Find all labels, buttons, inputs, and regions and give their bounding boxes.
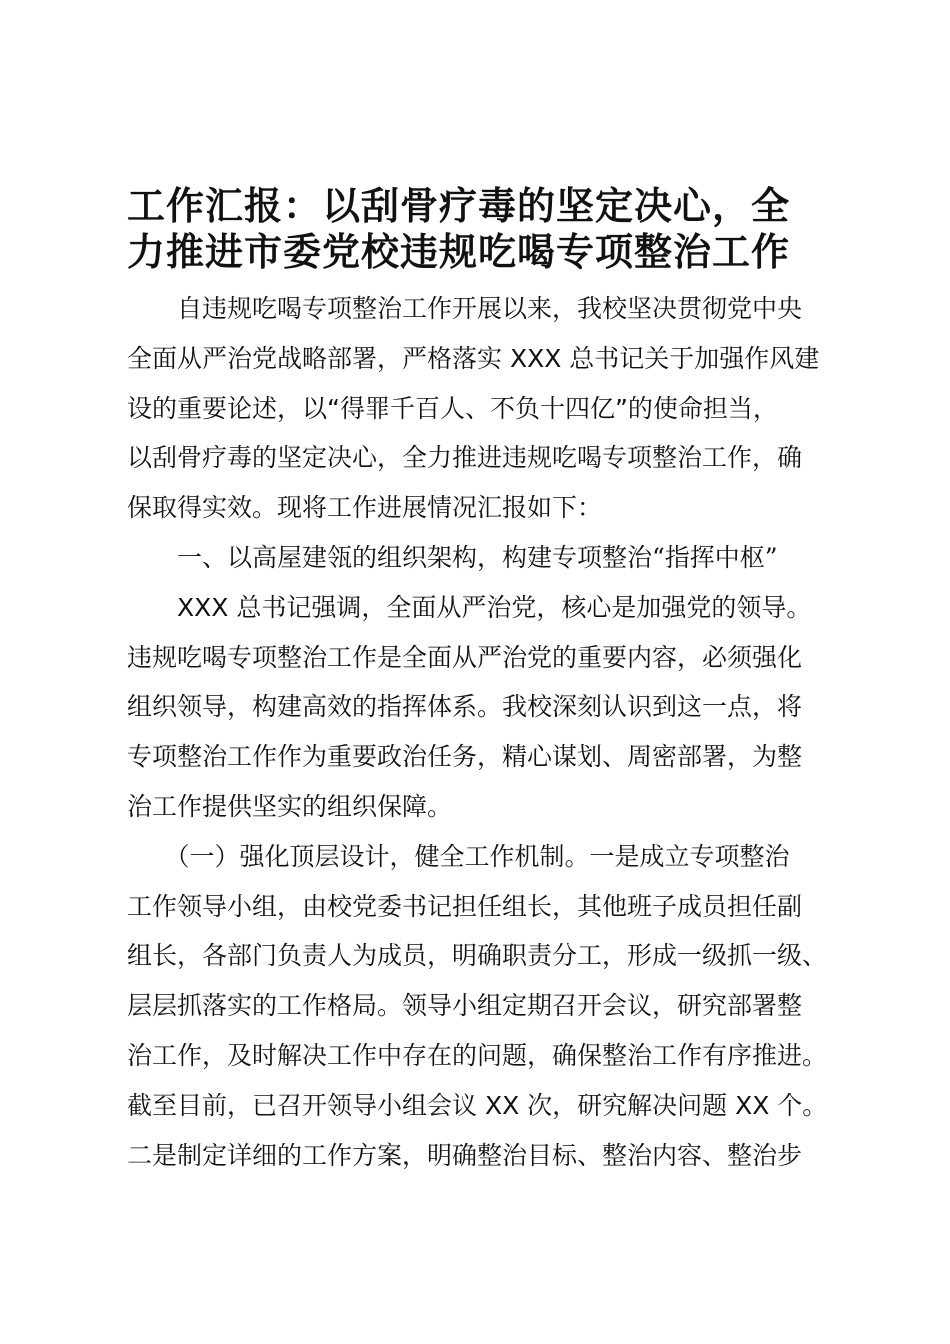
text-line: 专项整治工作作为重要政治任务，精心谋划、周密部署，为整 xyxy=(127,742,803,772)
text-line: （一）强化顶层设计，健全工作机制。一是成立专项整治 xyxy=(127,841,790,871)
section-heading-text: 一、以高屋建瓴的组织架构，构建专项整治“指挥中枢” xyxy=(127,542,778,572)
text-line: 组长，各部门负责人为成员，明确职责分工，形成一级抓一级、 xyxy=(127,941,828,971)
text-line: 自违规吃喝专项整治工作开展以来，我校坚决贯彻党中央 xyxy=(127,294,803,323)
text-line: 截至目前，已召开领导小组会议 XX 次，研究解决问题 XX 个。 xyxy=(127,1090,828,1120)
section-heading xyxy=(127,533,839,583)
document-title-line-1: 工作汇报：以刮骨疗毒的坚定决心，全 xyxy=(127,183,791,228)
text-line: 工作领导小组，由校党委书记担任组长，其他班子成员担任副 xyxy=(127,891,803,921)
text-line: 全面从严治党战略部署，严格落实 XXX 总书记关于加强作风建 xyxy=(127,343,820,373)
text-line: 二是制定详细的工作方案，明确整治目标、整治内容、整治步 xyxy=(127,1140,803,1170)
document-body xyxy=(127,284,839,1180)
text-line: 层层抓落实的工作格局。领导小组定期召开会议，研究部署整 xyxy=(127,991,803,1021)
paragraph-subsection-1 xyxy=(127,832,839,1181)
text-line: 以刮骨疗毒的坚定决心，全力推进违规吃喝专项整治工作，确 xyxy=(127,443,803,473)
text-line: 设的重要论述，以“得罪千百人、不负十四亿”的使命担当， xyxy=(127,393,778,423)
text-line: 违规吃喝专项整治工作是全面从严治党的重要内容，必须强化 xyxy=(127,642,803,672)
text-line: 治工作，及时解决工作中存在的问题，确保整治工作有序推进。 xyxy=(127,1040,828,1070)
document-title xyxy=(127,183,837,275)
document-title-line-2: 力推进市委党校违规吃喝专项整治工作 xyxy=(127,229,791,274)
text-line: 治工作提供坚实的组织保障。 xyxy=(127,791,453,821)
text-line: 组织领导，构建高效的指挥体系。我校深刻认识到这一点，将 xyxy=(127,692,803,722)
paragraph-intro xyxy=(127,284,839,533)
text-line: XXX 总书记强调，全面从严治党，核心是加强党的领导。 xyxy=(127,592,812,622)
text-line: 保取得实效。现将工作进展情况汇报如下： xyxy=(127,493,603,523)
paragraph-section-1 xyxy=(127,583,839,832)
